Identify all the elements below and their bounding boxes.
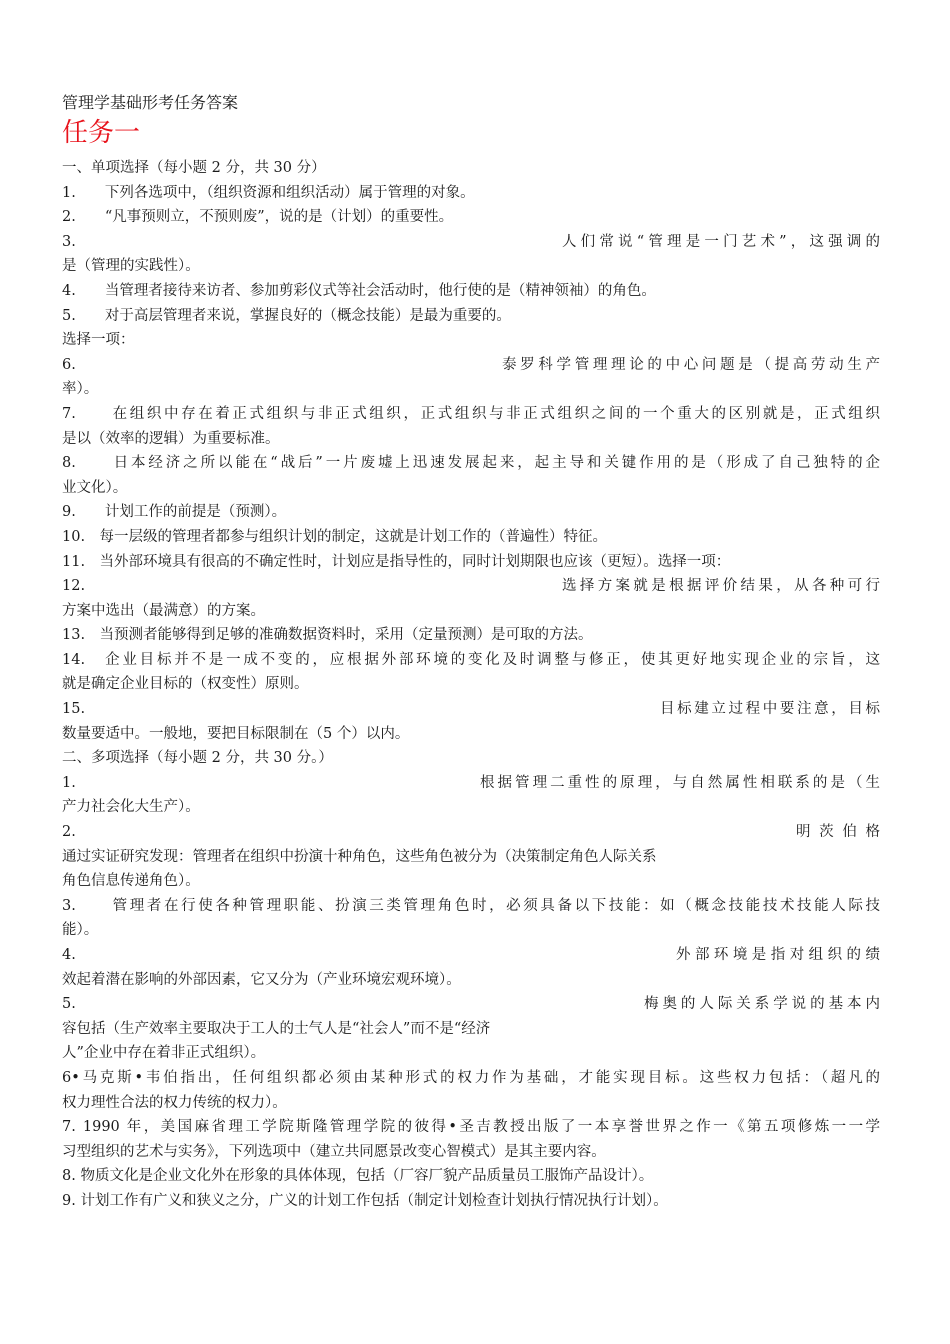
text-line: 6•马克斯•韦伯指出，任何组织都必须由某种形式的权力作为基础，才能实现目标。这些权力包括：（超凡的 xyxy=(62,1069,880,1086)
item-text: 泰罗科学管理理论的中心问题是（提高劳动生产 xyxy=(502,356,880,373)
text-line: 人”企业中存在着非正式组织）。 xyxy=(62,1045,266,1062)
text-line xyxy=(62,353,880,378)
text-line: 7. 1990 年，美国麻省理工学院斯隆管理学院的彼得•圣吉教授出版了一本享誉世界之作一《第五项修炼一一学 xyxy=(62,1119,880,1136)
text-line: 11. 当外部环境具有很高的不确定性时，计划应是指导性的，同时计划期限也应该（更短）。选择一项： xyxy=(62,553,731,570)
text-line: 14. 企业目标并不是一成不变的，应根据外部环境的变化及时调整与修正，使其更好地实现企业的宗旨，这 xyxy=(62,651,880,668)
text-line: 1. 下列各选项中，（组织资源和组织活动）属于管理的对象。 xyxy=(62,184,475,201)
text-line: 10. 每一层级的管理者都参与组织计划的制定，这就是计划工作的（普遍性）特征。 xyxy=(62,528,608,545)
text-line xyxy=(62,820,880,845)
text-line: 数量要适中。一般地，要把目标限制在（5 个）以内。 xyxy=(62,725,410,742)
text-line: 角色信息传递角色）。 xyxy=(62,873,200,890)
text-line: 5. 对于高层管理者来说，掌握良好的（概念技能）是最为重要的。 xyxy=(62,307,511,324)
text-line: 7. 在组织中存在着正式组织与非正式组织，正式组织与非正式组织之间的一个重大的区别就是，正式组织 xyxy=(62,405,880,422)
text-line: 8. 物质文化是企业文化外在形象的具体体现，包括（厂容厂貌产品质量员工服饰产品设计）。 xyxy=(62,1168,654,1185)
item-number: 5. xyxy=(62,996,76,1013)
text-line: 方案中选出（最满意）的方案。 xyxy=(62,602,265,619)
item-number: 1. xyxy=(62,774,76,791)
text-line xyxy=(62,230,880,255)
item-number: 4. xyxy=(62,947,76,963)
task-heading: 任务一 xyxy=(62,118,141,148)
text-line: 8. 日本经济之所以能在“战后”一片废墟上迅速发展起来，起主导和关键作用的是（形成了自己独特的企 xyxy=(62,455,880,472)
text-line: 容包括（生产效率主要取决于工人的士气人是“社会人”而不是“经济 xyxy=(62,1020,491,1037)
answer-list xyxy=(62,156,880,1214)
text-line xyxy=(62,574,880,599)
item-text: 目标建立过程中要注意，目标 xyxy=(660,701,880,718)
text-line: 一、单项选择（每小题 2 分，共 30 分） xyxy=(62,160,326,176)
text-line: 率）。 xyxy=(62,381,99,398)
text-line: 业文化）。 xyxy=(62,479,128,496)
item-number: 6. xyxy=(62,356,76,373)
item-number: 3. xyxy=(62,233,76,250)
text-line: 2. “凡事预则立，不预则废”，说的是（计划）的重要性。 xyxy=(62,209,454,226)
item-text: 选择方案就是根据评价结果，从各种可行 xyxy=(562,578,880,595)
text-line: 9. 计划工作的前提是（预测）。 xyxy=(62,504,287,521)
item-number: 2. xyxy=(62,824,76,841)
item-number: 12. xyxy=(62,578,86,595)
item-text: 明 茨 伯 格 xyxy=(796,824,880,841)
text-line: 二、多项选择（每小题 2 分，共 30 分。） xyxy=(62,750,333,767)
text-line xyxy=(62,943,880,968)
text-line xyxy=(62,771,880,796)
item-text: 外部环境是指对组织的绩 xyxy=(676,947,880,963)
text-line: 13. 当预测者能够得到足够的准确数据资料时，采用（定量预测）是可取的方法。 xyxy=(62,627,593,644)
text-line: 通过实证研究发现：管理者在组织中扮演十种角色，这些角色被分为（决策制定角色人际关系 xyxy=(62,848,657,865)
text-line: 就是确定企业目标的（权变性）原则。 xyxy=(62,676,309,693)
document-title: 管理学基础形考任务答案 xyxy=(62,93,239,112)
text-line: 习型组织的艺术与实务》，下列选项中（建立共同愿景改变心智模式）是其主要内容。 xyxy=(62,1143,606,1160)
text-line: 产力社会化大生产）。 xyxy=(62,799,200,816)
text-line xyxy=(62,697,880,722)
text-line: 是以（效率的逻辑）为重要标准。 xyxy=(62,430,280,447)
text-line: 权力理性合法的权力传统的权力）。 xyxy=(62,1094,287,1111)
item-text: 梅奥的人际关系学说的基本内 xyxy=(644,996,880,1013)
text-line: 9. 计划工作有广义和狭义之分，广义的计划工作包括（制定计划检查计划执行情况执行计划）。 xyxy=(62,1192,668,1209)
item-text: 人们常说“管理是一门艺术”，这强调的 xyxy=(562,233,880,250)
item-number: 15. xyxy=(62,701,86,718)
text-line: 4. 当管理者接待来访者、参加剪彩仪式等社会活动时，他行使的是（精神领袖）的角色。 xyxy=(62,282,656,299)
text-line xyxy=(62,992,880,1017)
item-text: 根据管理二重性的原理，与自然属性相联系的是（生 xyxy=(480,774,880,791)
text-line: 是（管理的实践性）。 xyxy=(62,258,200,275)
text-line: 效起着潜在影响的外部因素，它又分为（产业环境宏观环境）。 xyxy=(62,971,461,988)
text-line: 3. 管理者在行使各种管理职能、扮演三类管理角色时，必须具备以下技能：如（概念技能技术技能人际技 xyxy=(62,897,880,914)
document-page xyxy=(62,90,880,1214)
text-line: 选择一项： xyxy=(62,332,135,349)
text-line: 能）。 xyxy=(62,922,99,939)
